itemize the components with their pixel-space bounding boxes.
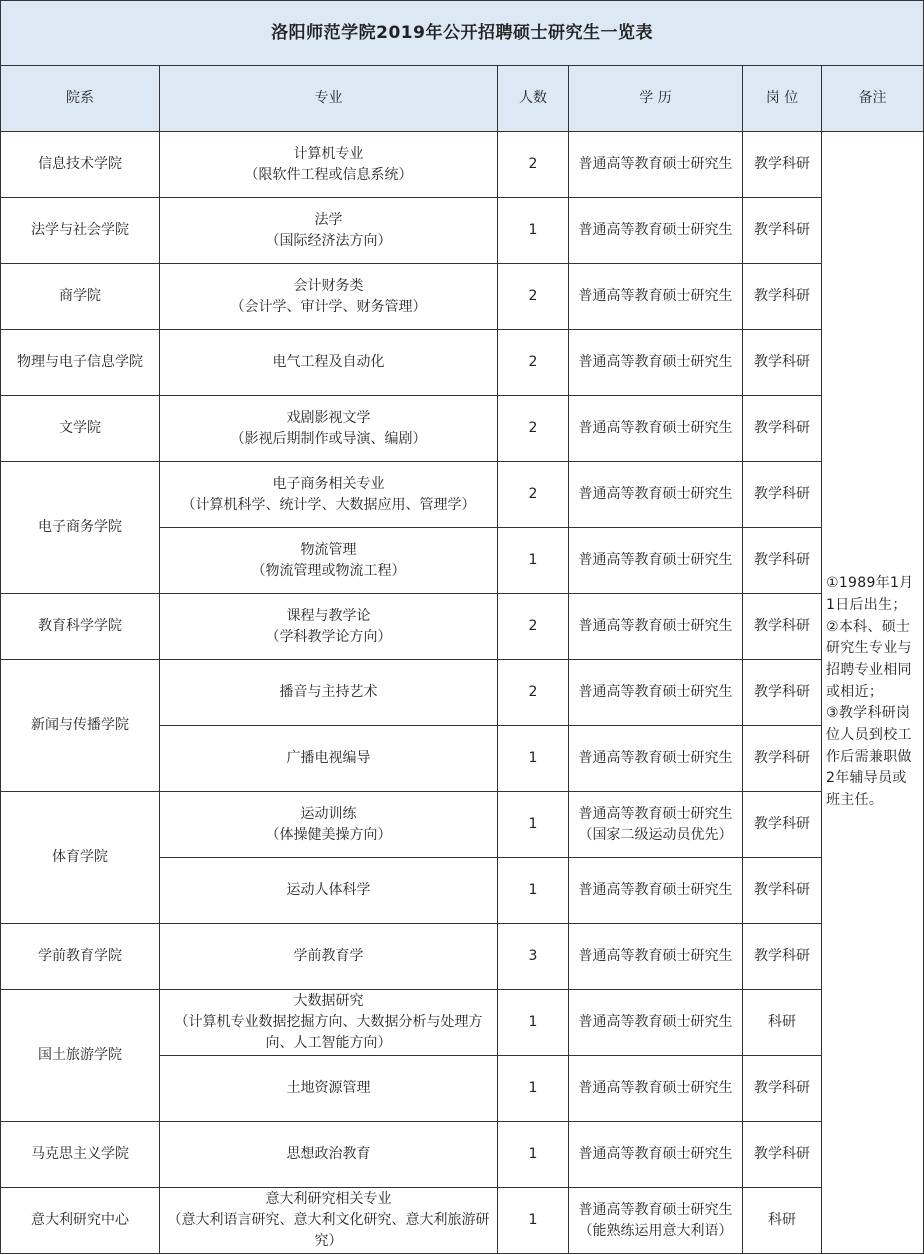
major-cell [160,1056,498,1122]
post-cell: 教学科研 [743,198,822,264]
degree-cell [569,594,743,660]
table-title: 洛阳师范学院2019年公开招聘硕士研究生一览表 [1,1,924,66]
count-cell: 3 [498,924,569,990]
degree-cell [569,858,743,924]
major-name: 电气工程及自动化 [272,354,385,370]
degree-cell [569,1056,743,1122]
count-cell: 1 [498,792,569,858]
post-cell: 教学科研 [743,1056,822,1122]
table-row [1,462,924,528]
post-cell: 教学科研 [743,792,822,858]
remark-line: 位人员到校工 [826,727,912,744]
remark-line: ①1989年1月 [826,575,914,592]
major-cell [160,264,498,330]
college-cell: 电子商务学院 [1,462,160,594]
count-cell: 2 [498,132,569,198]
post-cell: 教学科研 [743,594,822,660]
major-cell [160,198,498,264]
remark-line: 班主任。 [826,792,884,809]
degree-name: 普通高等教育硕士研究生 [578,552,733,568]
major-detail: （体操健美操方向） [265,826,392,843]
major-detail: （物流管理或物流工程） [251,562,406,579]
degree-detail: （能熟练运用意大利语） [578,1222,733,1239]
post-cell: 教学科研 [743,132,822,198]
college-cell: 商学院 [1,264,160,330]
degree-cell [569,528,743,594]
major-name: 计算机专业 [293,145,364,162]
degree-cell [569,132,743,198]
college-cell: 物理与电子信息学院 [1,330,160,396]
major-name: 戏剧影视文学 [286,409,371,426]
table-row [1,330,924,396]
post-cell: 教学科研 [743,924,822,990]
major-name: 播音与主持艺术 [279,684,378,700]
major-cell [160,924,498,990]
post-cell: 教学科研 [743,1122,822,1188]
remark-line: 或相近； [826,683,884,700]
count-cell: 2 [498,264,569,330]
degree-cell [569,1188,743,1254]
post-cell: 教学科研 [743,330,822,396]
degree-name: 普通高等教育硕士研究生 [578,805,733,822]
degree-name: 普通高等教育硕士研究生 [578,1080,733,1096]
degree-cell [569,396,743,462]
major-name: 运动训练 [300,805,357,822]
count-cell: 2 [498,660,569,726]
degree-name: 普通高等教育硕士研究生 [578,882,733,898]
count-cell: 1 [498,1122,569,1188]
degree-cell [569,198,743,264]
table-row [1,396,924,462]
table-row [1,594,924,660]
post-cell: 教学科研 [743,462,822,528]
degree-name: 普通高等教育硕士研究生 [578,948,733,964]
degree-name: 普通高等教育硕士研究生 [578,684,733,700]
table-body [1,132,924,1254]
major-detail: （影视后期制作或导演、编剧） [230,430,427,447]
college-cell: 马克思主义学院 [1,1122,160,1188]
major-name: 课程与教学论 [286,607,371,624]
count-cell: 1 [498,528,569,594]
remark-line: 招聘专业相同 [826,661,912,678]
degree-name: 普通高等教育硕士研究生 [578,354,733,370]
degree-cell [569,330,743,396]
post-cell: 教学科研 [743,528,822,594]
major-cell [160,726,498,792]
table-row [1,132,924,198]
major-name: 广播电视编导 [286,750,371,766]
college-cell: 法学与社会学院 [1,198,160,264]
degree-cell [569,1122,743,1188]
college-cell: 体育学院 [1,792,160,924]
major-name: 法学 [314,211,343,228]
post-cell: 科研 [743,990,822,1056]
count-cell: 1 [498,990,569,1056]
major-cell [160,990,498,1056]
count-cell: 1 [498,858,569,924]
major-name: 意大利研究相关专业 [265,1191,392,1207]
degree-cell [569,264,743,330]
major-detail: （国际经济法方向） [265,232,392,249]
major-name: 思想政治教育 [286,1146,371,1162]
degree-name: 普通高等教育硕士研究生 [578,156,733,172]
major-cell [160,132,498,198]
remark-line: 作后需兼职做 [826,748,912,765]
count-cell: 2 [498,396,569,462]
degree-cell [569,462,743,528]
major-cell [160,1188,498,1254]
degree-cell [569,792,743,858]
degree-name: 普通高等教育硕士研究生 [578,222,733,238]
remark-line: ②本科、硕士 [826,618,911,635]
major-cell [160,594,498,660]
header-post: 岗 位 [743,66,822,132]
college-cell: 文学院 [1,396,160,462]
major-cell [160,660,498,726]
degree-cell [569,726,743,792]
header-remark: 备注 [822,66,924,132]
count-cell: 2 [498,462,569,528]
table-row [1,990,924,1056]
count-cell: 2 [498,330,569,396]
table-row [1,1188,924,1254]
major-name: 会计财务类 [293,277,364,294]
college-cell: 新闻与传播学院 [1,660,160,792]
remark-cell [822,132,924,1254]
post-cell: 教学科研 [743,858,822,924]
header-count: 人数 [498,66,569,132]
major-cell [160,1122,498,1188]
college-cell: 教育科学学院 [1,594,160,660]
count-cell: 1 [498,198,569,264]
header-row [1,66,924,132]
header-degree: 学 历 [569,66,743,132]
post-cell: 教学科研 [743,726,822,792]
count-cell: 1 [498,1056,569,1122]
major-cell [160,330,498,396]
major-detail: （意大利语言研究、意大利文化研究、意大利旅游研究） [167,1212,490,1249]
major-detail: （会计学、审计学、财务管理） [230,298,427,315]
count-cell: 2 [498,594,569,660]
degree-name: 普通高等教育硕士研究生 [578,618,733,634]
post-cell: 科研 [743,1188,822,1254]
degree-name: 普通高等教育硕士研究生 [578,750,733,766]
college-cell: 意大利研究中心 [1,1188,160,1254]
table-row [1,660,924,726]
major-detail: （计算机科学、统计学、大数据应用、管理学） [181,496,476,513]
major-cell [160,396,498,462]
table-row [1,924,924,990]
degree-name: 普通高等教育硕士研究生 [578,486,733,502]
table-row [1,198,924,264]
post-cell: 教学科研 [743,264,822,330]
major-cell [160,528,498,594]
major-detail: （限软件工程或信息系统） [244,166,413,183]
major-name: 土地资源管理 [286,1080,371,1096]
header-college: 院系 [1,66,160,132]
college-cell: 国土旅游学院 [1,990,160,1122]
degree-cell [569,924,743,990]
degree-detail: （国家二级运动员优先） [578,826,733,843]
major-name: 电子商务相关专业 [272,475,385,492]
post-cell: 教学科研 [743,396,822,462]
degree-name: 普通高等教育硕士研究生 [578,420,733,436]
remark-line: 2年辅导员或 [826,770,907,787]
major-detail: （计算机专业数据挖掘方向、大数据分析与处理方向、人工智能方向） [174,1014,483,1051]
table-row [1,792,924,858]
title-row [1,1,924,66]
remark-line: ③教学科研岗 [826,705,911,722]
degree-name: 普通高等教育硕士研究生 [578,1014,733,1030]
degree-name: 普通高等教育硕士研究生 [578,1201,733,1218]
degree-name: 普通高等教育硕士研究生 [578,1146,733,1162]
post-cell: 教学科研 [743,660,822,726]
major-name: 运动人体科学 [286,882,371,898]
degree-name: 普通高等教育硕士研究生 [578,288,733,304]
major-name: 学前教育学 [293,948,364,964]
major-name: 大数据研究 [293,993,364,1009]
header-major: 专业 [160,66,498,132]
major-cell [160,792,498,858]
remark-line: 1日后出生； [826,596,907,613]
major-name: 物流管理 [300,541,357,558]
table-row [1,1122,924,1188]
count-cell: 1 [498,726,569,792]
remark-line: 研究生专业与 [826,640,912,657]
degree-cell [569,990,743,1056]
college-cell: 信息技术学院 [1,132,160,198]
major-detail: （学科教学论方向） [265,628,392,645]
college-cell: 学前教育学院 [1,924,160,990]
table-row [1,264,924,330]
major-cell [160,462,498,528]
degree-cell [569,660,743,726]
count-cell: 1 [498,1188,569,1254]
major-cell [160,858,498,924]
